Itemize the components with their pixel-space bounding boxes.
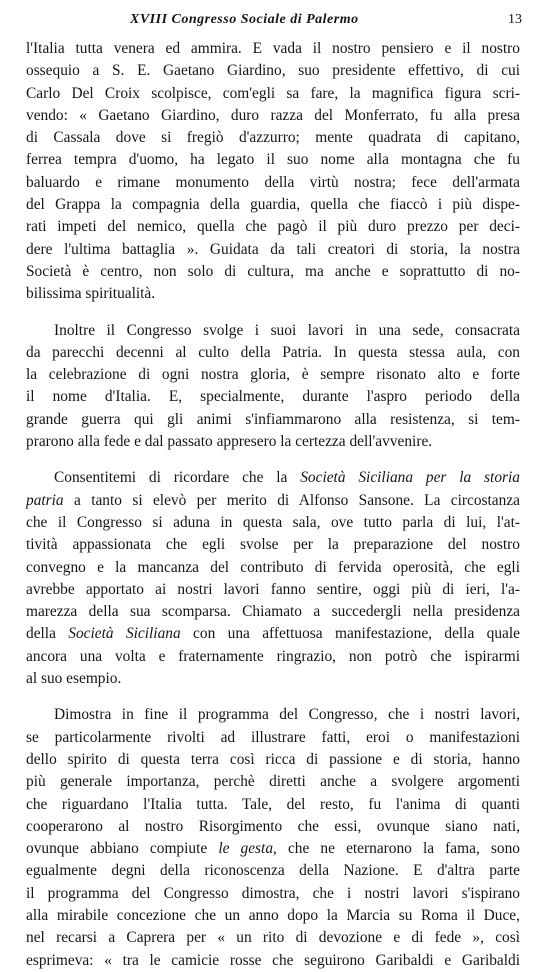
text-line: Società è centro, non solo di cultura, ma anche e soprattutto di no- <box>26 262 520 280</box>
paragraph <box>26 38 520 306</box>
text-line: bilissima spiritualità. <box>26 285 156 303</box>
text-line: Inoltre il Congresso svolge i suoi lavori in una sede, consacrata <box>54 321 520 339</box>
paragraph <box>26 704 520 972</box>
text-line: nel recarsi a Caprera per « un rito di devozione e di fede », così <box>26 929 520 947</box>
text-line: del Grappa la compagnia della guardia, quella che fiaccò i più dispe- <box>26 196 520 214</box>
text-line: Carlo Del Croix scolpisce, com'egli sa fare, la magnifica figura scri- <box>26 84 520 102</box>
text-line: prarono alla fede e dal passato appresero la certezza dell'avvenire. <box>26 433 433 451</box>
text-line: che riguardano l'Italia tutta. Tale, del resto, fu l'anima di quanti <box>26 795 520 813</box>
text-line: l'Italia tutta venera ed ammira. E vada il nostro pensiero e il nostro <box>26 40 520 57</box>
text-line: Dimostra in fine il programma del Congresso, che i nostri lavori, <box>54 706 520 724</box>
text-line: vendo: « Gaetano Giardino, duro razza del Monferrato, fu alla presa <box>26 106 520 124</box>
text-line: Consentitemi di ricordare che la Società Siciliana per la storia <box>54 469 520 487</box>
text-line: rati impeti del nemico, quella che pagò il più duro prezzo per deci- <box>26 218 520 236</box>
page-number: 13 <box>508 12 522 27</box>
paragraph <box>26 467 520 690</box>
text-line: al suo esempio. <box>26 670 122 688</box>
text-line: dere l'ultima battaglia ». Guidata da tali creatori di storia, la nostra <box>26 240 520 258</box>
text-line: grande guerra qui gli animi s'infiammarono alla resistenza, si tem- <box>26 410 520 428</box>
text-line: se particolarmente rivolti ad illustrare fatti, eroi o manifestazioni <box>26 728 520 746</box>
text-line: il programma del Congresso dimostra, che i nostri lavori s'ispirano <box>26 884 520 902</box>
text-line: convegno e la mancanza del contributo di fervida operosità, che egli <box>26 558 520 576</box>
running-header <box>40 12 522 32</box>
text-line: ancora una volta e fraternamente ringrazio, non potrò che ispirarmi <box>26 647 520 665</box>
text-line: la celebrazione di ogni nostra gloria, è sempre risonato alto e forte <box>26 366 520 384</box>
text-line: da parecchi decenni al culto della Patria. In questa stessa aula, con <box>26 343 520 361</box>
text-line: ferrea tempra d'uomo, ha legato il suo nome alla montagna che fu <box>26 151 520 169</box>
text-line: il nome d'Italia. E, specialmente, durante l'aspro periodo della <box>26 388 520 406</box>
text-line: tività appassionata che egli svolse per la preparazione del nostro <box>26 536 520 554</box>
text-line: ovunque abbiano compiute le gesta, che ne eternarono la fama, sono <box>26 840 520 858</box>
text-line: della Società Siciliana con una affettuosa manifestazione, della quale <box>26 625 520 643</box>
text-line: esprimeva: « tra le camicie rosse che seguirono Garibaldi e Garibaldi <box>26 951 520 969</box>
text-line: di Cassala dove si fregiò d'azzurro; mente quadrata di capitano, <box>26 129 520 147</box>
page-body <box>26 38 520 972</box>
text-line: avrebbe apportato ai nostri lavori fanno sentire, oggi più di ieri, l'a- <box>26 580 520 598</box>
text-line: ossequio a S. E. Gaetano Giardino, suo presidente effettivo, di cui <box>26 62 520 80</box>
text-line: cooperarono al nostro Risorgimento che essi, ovunque siano nati, <box>26 817 520 835</box>
text-line: alla mirabile concezione che un anno dopo la Marcia su Roma il Duce, <box>26 906 520 924</box>
text-line: egualmente degni della riconoscenza della Nazione. E d'altra parte <box>26 862 520 880</box>
text-line: patria a tanto si elevò per merito di Alfonso Sansone. La circostanza <box>26 491 520 509</box>
text-line: baluardo e rimane monumento della virtù nostra; fece dell'armata <box>26 173 520 191</box>
paragraph <box>26 320 520 454</box>
text-line: più generale importanza, perchè diretti anche a svolgere argomenti <box>26 773 520 791</box>
text-line: dello spirito di questa terra così ricca di passione e di storia, hanno <box>26 750 520 768</box>
running-title: XVIII Congresso Sociale di Palermo <box>130 12 359 27</box>
text-line: marezza della sua scomparsa. Chiamato a succedergli nella presidenza <box>26 603 520 621</box>
text-line: che il Congresso si aduna in questa sala, ove tutto parla di lui, l'at- <box>26 513 520 531</box>
